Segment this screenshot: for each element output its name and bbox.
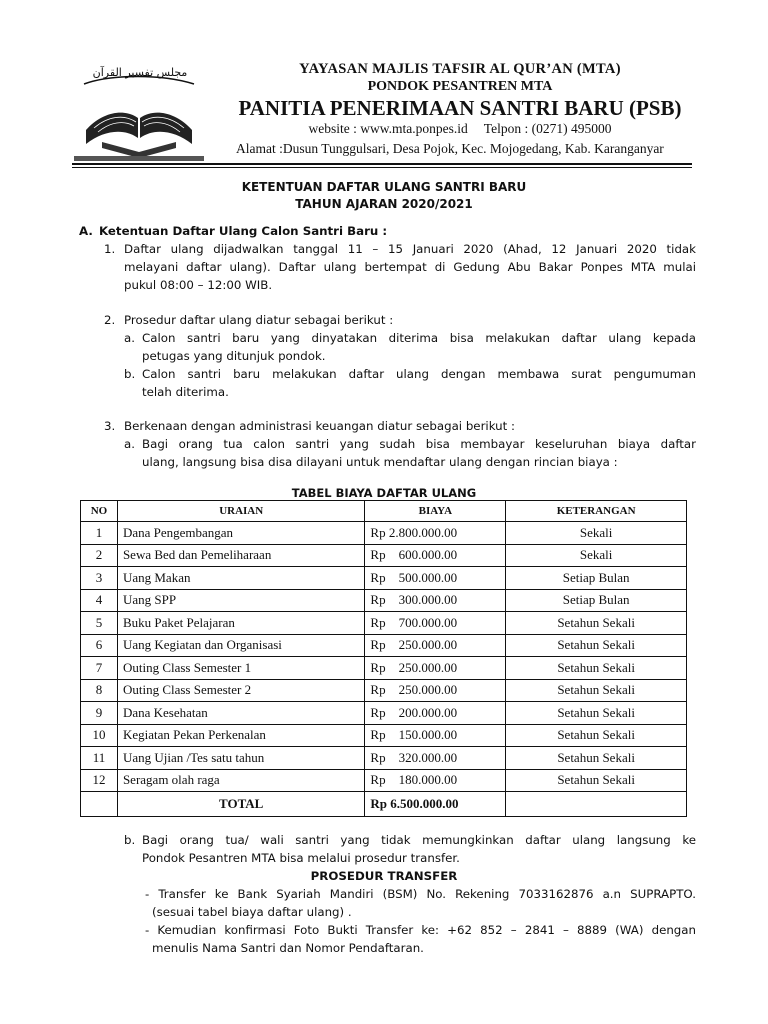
cell-uraian: Dana Pengembangan: [117, 522, 364, 545]
cell-empty: [506, 792, 687, 817]
logo-calligraphy: مجلس تفسير القرآن: [92, 66, 188, 79]
total-value: Rp 6.500.000.00: [365, 792, 506, 817]
table-row: [81, 769, 687, 792]
item-b-marker: b.: [124, 833, 136, 847]
header-committee-name: PANITIA PENERIMAAN SANTRI BARU (PSB): [238, 96, 682, 120]
cell-biaya: Rp 250.000.00: [365, 679, 506, 702]
col-header-uraian: URAIAN: [117, 501, 364, 522]
cell-keterangan: Sekali: [506, 544, 687, 567]
cell-uraian: Uang Makan: [117, 567, 364, 590]
cell-no: 3: [81, 567, 118, 590]
header-telephone: Telpon : (0271) 495000: [483, 121, 612, 136]
item-b-line1: Bagi orang tua/ wali santri yang tidak memungkinkan daftar ulang langsung ke: [142, 833, 696, 847]
cell-uraian: Kegiatan Pekan Perkenalan: [117, 724, 364, 747]
item3-intro: Berkenaan dengan administrasi keuangan diatur sebagai berikut :: [124, 419, 515, 433]
item2b-marker: b.: [124, 367, 136, 381]
cell-keterangan: Setahun Sekali: [506, 679, 687, 702]
cell-uraian: Buku Paket Pelajaran: [117, 612, 364, 635]
table-row: [81, 567, 687, 590]
cell-no: 5: [81, 612, 118, 635]
cell-biaya: Rp 2.800.000.00: [365, 522, 506, 545]
cell-biaya: Rp 300.000.00: [365, 589, 506, 612]
table-row: [81, 657, 687, 680]
cell-no: 7: [81, 657, 118, 680]
cell-uraian: Sewa Bed dan Pemeliharaan: [117, 544, 364, 567]
cell-biaya: Rp 320.000.00: [365, 747, 506, 770]
section-a-heading: Ketentuan Daftar Ulang Calon Santri Baru :: [99, 224, 388, 238]
cell-empty: [81, 792, 118, 817]
header-address: Alamat :Dusun Tunggulsari, Desa Pojok, Kec. Mojogedang, Kab. Karanganyar: [236, 141, 664, 156]
item2-intro: Prosedur daftar ulang diatur sebagai berikut :: [124, 313, 394, 327]
cell-no: 4: [81, 589, 118, 612]
cell-keterangan: Setahun Sekali: [506, 657, 687, 680]
cell-biaya: Rp 200.000.00: [365, 702, 506, 725]
cell-biaya: Rp 600.000.00: [365, 544, 506, 567]
item2a-line1: Calon santri baru yang dinyatakan diterima bisa melakukan daftar ulang kepada: [142, 331, 696, 345]
table-row: [81, 634, 687, 657]
cell-uraian: Seragam olah raga: [117, 769, 364, 792]
cell-no: 10: [81, 724, 118, 747]
item3a-line2: ulang, langsung bisa disa dilayani untuk mendaftar ulang dengan rincian biaya :: [142, 455, 618, 469]
cell-keterangan: Setahun Sekali: [506, 747, 687, 770]
table-row: [81, 612, 687, 635]
table-row: [81, 747, 687, 770]
document-title: KETENTUAN DAFTAR ULANG SANTRI BARU: [241, 180, 527, 194]
header-contact: [230, 121, 690, 137]
header-foundation-name: YAYASAN MAJLIS TAFSIR AL QUR’AN (MTA): [299, 61, 621, 77]
header-divider-thin: [72, 167, 692, 168]
fee-table-title: TABEL BIAYA DAFTAR ULANG: [291, 486, 477, 500]
cell-biaya: Rp 250.000.00: [365, 634, 506, 657]
table-total-row: [81, 792, 687, 817]
mta-logo: [72, 60, 206, 162]
col-header-no: NO: [81, 501, 118, 522]
fee-table-header-row: [81, 501, 687, 522]
cell-keterangan: Setahun Sekali: [506, 634, 687, 657]
cell-keterangan: Setiap Bulan: [506, 567, 687, 590]
cell-biaya: Rp 180.000.00: [365, 769, 506, 792]
cell-biaya: Rp 500.000.00: [365, 567, 506, 590]
transfer-step1-line1: - Transfer ke Bank Syariah Mandiri (BSM) No. Rekening 7033162876 a.n SUPRAPTO.: [145, 887, 696, 901]
item2a-marker: a.: [124, 331, 135, 345]
cell-no: 9: [81, 702, 118, 725]
col-header-biaya: BIAYA: [365, 501, 506, 522]
table-row: [81, 702, 687, 725]
item2-number: 2.: [104, 313, 116, 327]
table-row: [81, 679, 687, 702]
table-row: [81, 589, 687, 612]
cell-no: 8: [81, 679, 118, 702]
cell-uraian: Uang Ujian /Tes satu tahun: [117, 747, 364, 770]
item1-line2: melayani daftar ulang). Daftar ulang bertempat di Gedung Abu Bakar Ponpes MTA mulai: [124, 260, 696, 274]
total-label: TOTAL: [117, 792, 364, 817]
cell-biaya: Rp 150.000.00: [365, 724, 506, 747]
cell-no: 12: [81, 769, 118, 792]
cell-uraian: Outing Class Semester 1: [117, 657, 364, 680]
item2b-line1: Calon santri baru melakukan daftar ulang dengan membawa surat pengumuman: [142, 367, 696, 381]
header-website: website : www.mta.ponpes.id: [308, 121, 468, 136]
cell-biaya: Rp 700.000.00: [365, 612, 506, 635]
cell-no: 11: [81, 747, 118, 770]
item2a-line2: petugas yang ditunjuk pondok.: [142, 349, 326, 363]
table-row: [81, 544, 687, 567]
header-school-name: PONDOK PESANTREN MTA: [367, 79, 553, 94]
section-a-marker: A.: [79, 224, 93, 238]
header-divider: [72, 163, 692, 165]
item3a-line1: Bagi orang tua calon santri yang sudah bisa membayar keseluruhan biaya daftar: [142, 437, 696, 451]
cell-keterangan: Setiap Bulan: [506, 589, 687, 612]
cell-uraian: Dana Kesehatan: [117, 702, 364, 725]
document-subtitle: TAHUN AJARAN 2020/2021: [295, 197, 473, 211]
cell-uraian: Outing Class Semester 2: [117, 679, 364, 702]
fee-table: [80, 500, 687, 817]
item1-number: 1.: [104, 242, 116, 256]
transfer-step2-line1: - Kemudian konfirmasi Foto Bukti Transfer ke: +62 852 – 2841 – 8889 (WA) dengan: [145, 923, 696, 937]
cell-uraian: Uang SPP: [117, 589, 364, 612]
cell-uraian: Uang Kegiatan dan Organisasi: [117, 634, 364, 657]
transfer-heading: PROSEDUR TRANSFER: [310, 869, 458, 883]
item3-number: 3.: [104, 419, 116, 433]
item1-line1: Daftar ulang dijadwalkan tanggal 11 – 15 Januari 2020 (Ahad, 12 Januari 2020 tidak: [124, 242, 696, 256]
table-row: [81, 522, 687, 545]
table-row: [81, 724, 687, 747]
cell-biaya: Rp 250.000.00: [365, 657, 506, 680]
cell-keterangan: Setahun Sekali: [506, 612, 687, 635]
cell-keterangan: Setahun Sekali: [506, 702, 687, 725]
cell-no: 2: [81, 544, 118, 567]
transfer-step2-line2: menulis Nama Santri dan Nomor Pendaftaran.: [152, 941, 424, 955]
cell-keterangan: Sekali: [506, 522, 687, 545]
item1-line3: pukul 08:00 – 12:00 WIB.: [124, 278, 273, 292]
col-header-keterangan: KETERANGAN: [506, 501, 687, 522]
item3a-marker: a.: [124, 437, 135, 451]
cell-keterangan: Setahun Sekali: [506, 724, 687, 747]
cell-keterangan: Setahun Sekali: [506, 769, 687, 792]
transfer-step1-line2: (sesuai tabel biaya daftar ulang) .: [152, 905, 352, 919]
cell-no: 1: [81, 522, 118, 545]
cell-no: 6: [81, 634, 118, 657]
item2b-line2: telah diterima.: [142, 385, 229, 399]
item-b-line2: Pondok Pesantren MTA bisa melalui prosedur transfer.: [142, 851, 460, 865]
